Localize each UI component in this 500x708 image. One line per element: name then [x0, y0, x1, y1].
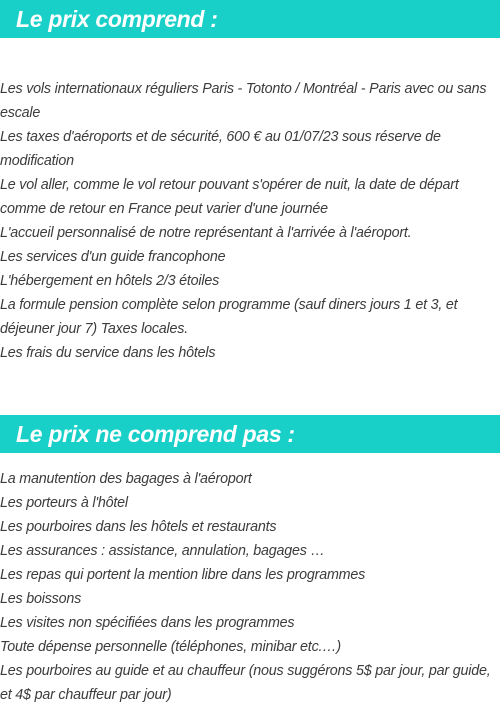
list-item: Les frais du service dans les hôtels — [0, 345, 216, 361]
list-item: Les vols internationaux réguliers Paris - Totonto / Montréal - Paris avec ou sans escale — [0, 81, 487, 121]
excludes-title: Le prix ne comprend pas : — [16, 420, 295, 447]
list-item: Toute dépense personnelle (téléphones, minibar etc.…) — [0, 639, 341, 655]
list-item: Les pourboires au guide et au chauffeur (nous suggérons 5$ par jour, par guide, et 4$ par chauffeur par jour) — [0, 663, 491, 703]
includes-list — [0, 77, 500, 365]
list-item: L'hébergement en hôtels 2/3 étoiles — [0, 273, 220, 289]
excludes-section-header — [0, 415, 500, 453]
list-item: Les taxes d'aéroports et de sécurité, 600 € au 01/07/23 sous réserve de modification — [0, 129, 441, 169]
list-item: Les porteurs à l'hôtel — [0, 495, 128, 511]
list-item: Les services d'un guide francophone — [0, 249, 226, 265]
list-item: Les boissons — [0, 591, 82, 607]
list-item: L'accueil personnalisé de notre représentant à l'arrivée à l'aéroport. — [0, 225, 412, 241]
list-item: Les visites non spécifiées dans les programmes — [0, 615, 295, 631]
list-item: La formule pension complète selon programme (sauf diners jours 1 et 3, et déjeuner jour 7) Taxes locales. — [0, 297, 458, 337]
list-item: Les repas qui portent la mention libre dans les programmes — [0, 567, 366, 583]
list-item: Les assurances : assistance, annulation, bagages … — [0, 543, 325, 559]
includes-title: Le prix comprend : — [16, 5, 218, 32]
excludes-list — [0, 467, 500, 707]
list-item: Le vol aller, comme le vol retour pouvant s'opérer de nuit, la date de départ comme de retour en France peut varier d'une journée — [0, 177, 459, 217]
list-item: Les pourboires dans les hôtels et restaurants — [0, 519, 277, 535]
list-item: La manutention des bagages à l'aéroport — [0, 471, 252, 487]
includes-section-header — [0, 0, 500, 38]
